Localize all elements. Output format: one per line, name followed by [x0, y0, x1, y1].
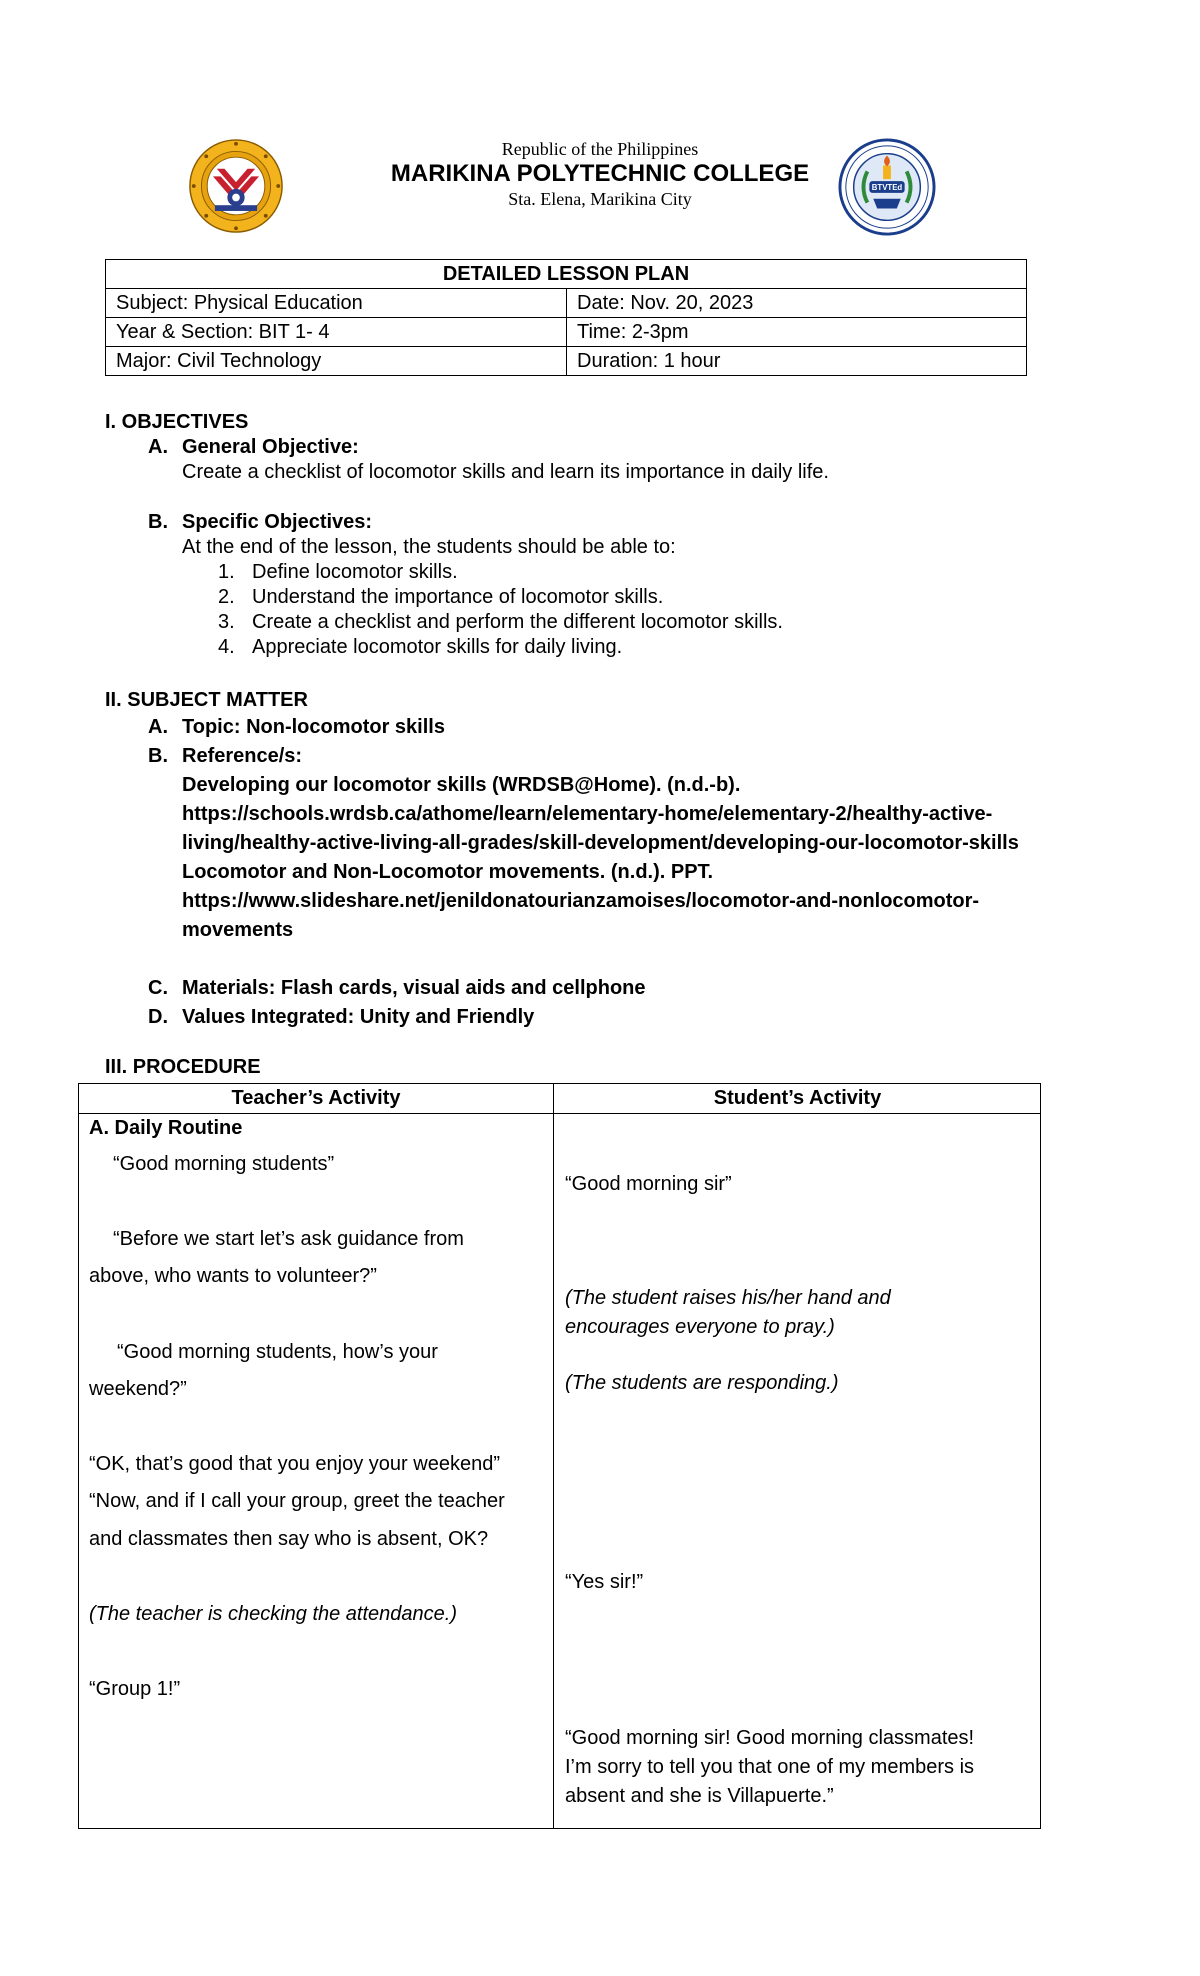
student-line: “Good morning sir” [565, 1173, 732, 1195]
header-divider [79, 1113, 1040, 1114]
date-cell: Date: Nov. 20, 2023 [567, 289, 1027, 318]
general-objective-label: A. [148, 436, 168, 458]
reference-url[interactable]: https://www.slideshare.net/jenildonatourianzamoises/locomotor-and-nonlocomotor- [182, 890, 980, 912]
student-column-header: Student’s Activity [713, 1087, 882, 1109]
materials-label: C. [148, 977, 168, 999]
specific-objectives-heading [148, 510, 372, 535]
reference-label: B. [148, 745, 168, 767]
student-line: (The student raises his/her hand and [565, 1287, 891, 1309]
materials-text: Materials: Flash cards, visual aids and cellphone [182, 977, 646, 999]
header-college-name: MARIKINA POLYTECHNIC COLLEGE [390, 160, 810, 187]
list-number: 4. [218, 636, 235, 658]
objectives-heading: I. OBJECTIVES [105, 411, 249, 433]
teacher-column-header: Teacher’s Activity [231, 1087, 401, 1109]
topic-label: A. [148, 716, 168, 738]
table-row [106, 318, 1027, 347]
reference-title: Reference/s: [182, 745, 303, 767]
values-label: D. [148, 1006, 168, 1028]
reference-line [148, 742, 302, 771]
specific-objectives-title: Specific Objectives: [182, 511, 373, 533]
student-line: (The students are responding.) [565, 1372, 839, 1394]
teacher-line: “OK, that’s good that you enjoy your weekend” [89, 1453, 500, 1475]
student-line: encourages everyone to pray.) [565, 1316, 835, 1338]
reference-url[interactable]: movements [182, 919, 294, 941]
info-title-row [106, 260, 1027, 289]
header-text-block [0, 138, 1200, 210]
list-item [218, 610, 783, 635]
student-line: absent and she is Villapuerte.” [565, 1785, 834, 1807]
general-objective-text: Create a checklist of locomotor skills and learn its importance in daily life. [182, 461, 829, 483]
daily-routine-heading: A. Daily Routine [89, 1117, 243, 1139]
time-cell: Time: 2-3pm [567, 318, 1027, 347]
teacher-line: weekend?” [89, 1378, 187, 1400]
teacher-line: “Group 1!” [89, 1678, 181, 1700]
college-logo-left [188, 138, 284, 234]
procedure-table [78, 1083, 1041, 1829]
program-logo-right [838, 138, 936, 236]
list-text: Understand the importance of locomotor skills. [252, 586, 664, 608]
column-divider [553, 1084, 554, 1828]
list-text: Define locomotor skills. [252, 561, 458, 583]
teacher-line: “Now, and if I call your group, greet the teacher [89, 1490, 505, 1512]
student-line: “Good morning sir! Good morning classmates! [565, 1727, 975, 1749]
topic-text: Topic: Non-locomotor skills [182, 716, 445, 738]
procedure-heading: III. PROCEDURE [105, 1056, 261, 1078]
list-item [218, 635, 622, 660]
table-row [106, 289, 1027, 318]
document-header [0, 138, 1200, 238]
specific-objectives-intro: At the end of the lesson, the students should be able to: [182, 536, 676, 558]
student-line: “Yes sir!” [565, 1571, 644, 1593]
major-cell: Major: Civil Technology [106, 347, 567, 376]
teacher-line: and classmates then say who is absent, OK? [89, 1528, 489, 1550]
duration-cell: Duration: 1 hour [567, 347, 1027, 376]
year-section-cell: Year & Section: BIT 1- 4 [106, 318, 567, 347]
list-number: 1. [218, 561, 235, 583]
general-objective-title: General Objective: [182, 436, 359, 458]
reference-entry: Locomotor and Non-Locomotor movements. (n.d.). PPT. [182, 861, 714, 883]
general-objective-heading [148, 435, 359, 460]
list-number: 3. [218, 611, 235, 633]
table-row [106, 347, 1027, 376]
subject-cell: Subject: Physical Education [106, 289, 567, 318]
header-republic: Republic of the Philippines [501, 139, 699, 159]
list-number: 2. [218, 586, 235, 608]
topic-line [148, 713, 445, 742]
lesson-plan-title: DETAILED LESSON PLAN [106, 260, 1027, 289]
values-text: Values Integrated: Unity and Friendly [182, 1006, 535, 1028]
reference-entry: Developing our locomotor skills (WRDSB@Home). (n.d.-b). [182, 774, 741, 796]
reference-url[interactable]: living/healthy-active-living-all-grades/skill-development/developing-our-locomotor-skills [182, 832, 1019, 854]
reference-url[interactable]: https://schools.wrdsb.ca/athome/learn/elementary-home/elementary-2/healthy-active- [182, 803, 993, 825]
right-logo-label: BTVTEd [871, 182, 903, 192]
list-item [218, 585, 663, 610]
teacher-line: “Good morning students” [113, 1153, 335, 1175]
materials-line [148, 974, 646, 1003]
teacher-line: “Before we start let’s ask guidance from [113, 1228, 464, 1250]
student-line: I’m sorry to tell you that one of my members is [565, 1756, 975, 1778]
list-text: Appreciate locomotor skills for daily living. [252, 636, 623, 658]
list-text: Create a checklist and perform the different locomotor skills. [252, 611, 783, 633]
subject-matter-heading: II. SUBJECT MATTER [105, 689, 308, 711]
teacher-line: “Good morning students, how’s your [117, 1341, 438, 1363]
teacher-line: (The teacher is checking the attendance.) [89, 1603, 457, 1625]
header-address: Sta. Elena, Marikina City [508, 189, 692, 209]
list-item [218, 560, 458, 585]
values-line [148, 1003, 534, 1032]
lesson-info-table [105, 259, 1027, 376]
specific-objectives-label: B. [148, 511, 168, 533]
teacher-line: above, who wants to volunteer?” [89, 1265, 377, 1287]
